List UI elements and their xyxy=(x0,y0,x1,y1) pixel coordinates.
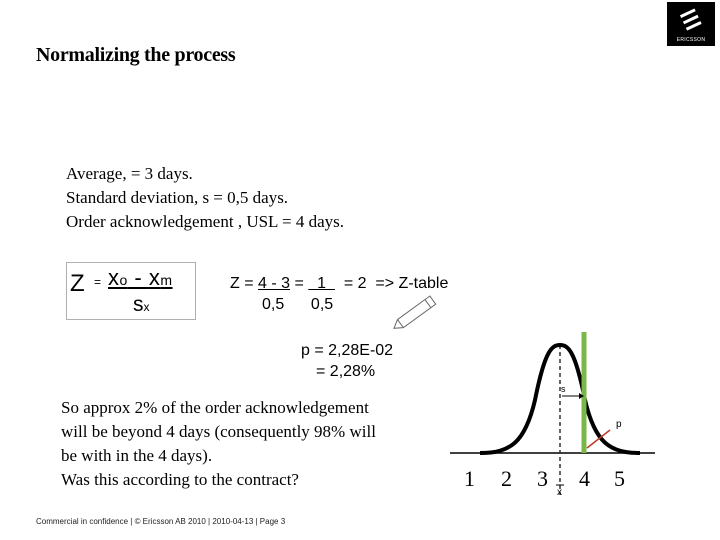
formula-xm: x xyxy=(148,265,161,290)
formula-x0: x xyxy=(108,265,120,290)
calc-den1: 0,5 xyxy=(262,296,285,313)
calc-numerator: 4 - 3 xyxy=(258,275,291,292)
p-value-line1: p = 2,28E-02 xyxy=(301,342,394,359)
conclusion-line4: Was this according to the contract? xyxy=(61,470,299,489)
sigma-label: s xyxy=(561,384,566,394)
formula-xm-sub: m xyxy=(160,272,173,288)
formula-s: s xyxy=(133,293,144,316)
axis-label-2: 2 xyxy=(501,466,512,491)
intro-text xyxy=(66,162,344,234)
logo-wordmark: ERICSSON xyxy=(676,37,706,43)
axis-label-3: 3 xyxy=(537,466,548,491)
axis-label-1: 1 xyxy=(464,466,475,491)
intro-average: Average, = 3 days. xyxy=(66,164,193,183)
xbar-label: x xyxy=(557,487,562,498)
ericsson-logo xyxy=(667,2,715,46)
p-value-line2: = 2,28% xyxy=(316,363,376,380)
calc-rhs: = 2 => Z-table xyxy=(334,275,449,292)
formula-x0-sub: o xyxy=(119,272,128,288)
conclusion-line3: be with in the 4 days). xyxy=(61,446,213,465)
calculation-line xyxy=(230,275,448,293)
conclusion-line2: will be beyond 4 days (consequently 98% will xyxy=(61,422,376,441)
formula-minus: - xyxy=(127,265,149,290)
pencil-icon xyxy=(385,292,445,334)
conclusion-text xyxy=(61,396,376,492)
calc-num2: 1 xyxy=(308,275,335,292)
axis-label-5: 5 xyxy=(614,466,625,491)
calculation-denominators xyxy=(262,296,333,314)
page-title: Normalizing the process xyxy=(36,44,236,66)
conclusion-line1: So approx 2% of the order acknowledgement xyxy=(61,398,369,417)
calc-mid: = xyxy=(290,275,309,292)
calc-lhs: Z = xyxy=(230,275,259,292)
normal-distribution-diagram xyxy=(440,330,660,510)
intro-usl: Order acknowledgement , USL = 4 days. xyxy=(66,212,345,231)
formula-z: Z xyxy=(70,270,85,297)
axis-label-4: 4 xyxy=(579,466,590,491)
p-label: p xyxy=(616,419,622,430)
formula-equals: = xyxy=(94,275,102,289)
calc-den2: 0,5 xyxy=(310,296,334,313)
formula-denominator xyxy=(133,293,150,317)
formula-numerator xyxy=(108,265,173,291)
footer: Commercial in confidence | © Ericsson AB 2010 | 2010-04-13 | Page 3 xyxy=(36,517,286,526)
formula-s-sub: x xyxy=(143,300,150,314)
intro-std-dev: Standard deviation, s = 0,5 days. xyxy=(66,188,289,207)
